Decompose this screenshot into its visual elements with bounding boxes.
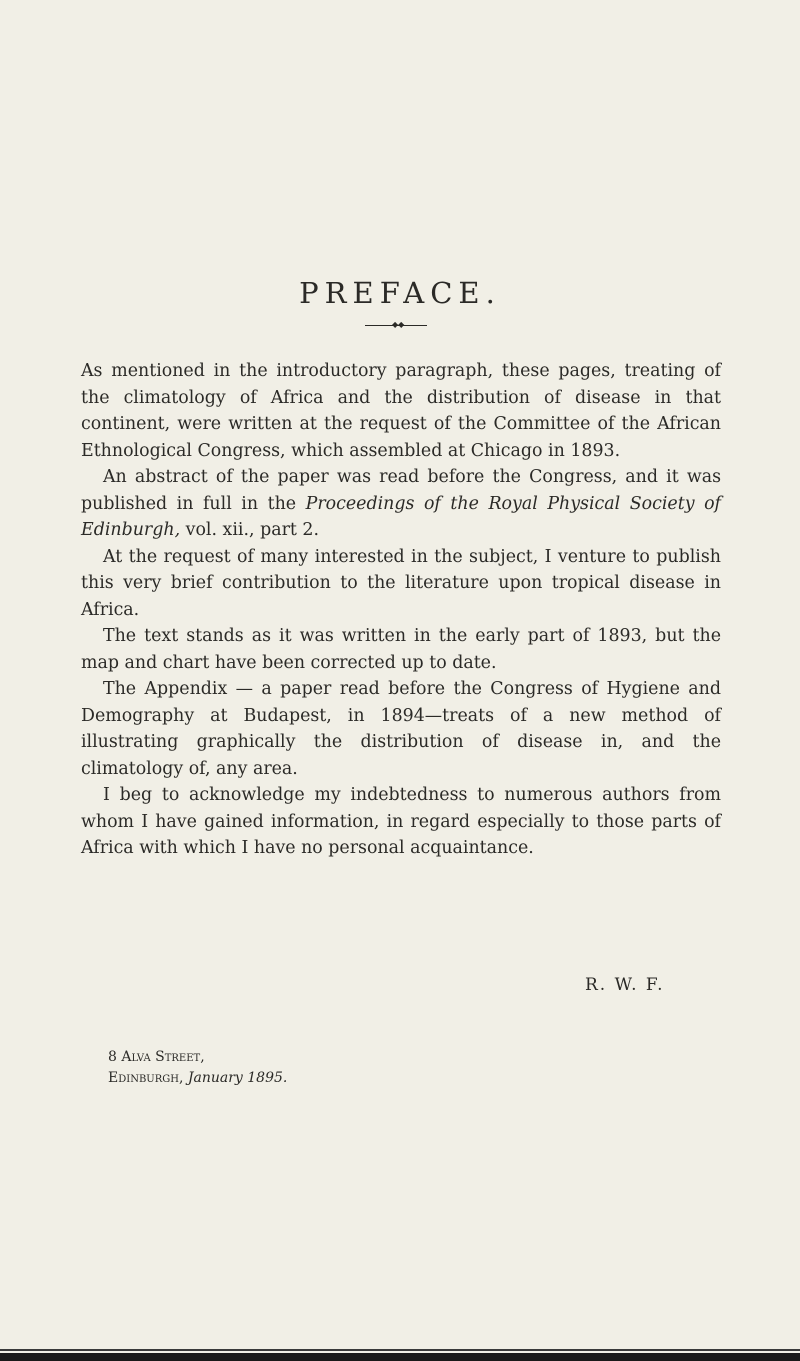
address-street: 8 Alva Street,	[108, 1049, 205, 1065]
paragraph-2-text-after: vol. xii., part 2.	[180, 520, 319, 540]
page-edge-shadow	[0, 1353, 800, 1361]
paragraph-4: The text stands as it was written in the early part of 1893, but the map and chart have been corrected up to date.	[81, 626, 721, 673]
divider-ornament: ◆◆	[392, 320, 405, 329]
address-block	[108, 1047, 287, 1089]
paragraph-3: At the request of many interested in the subject, I venture to publish this very brief contribution to the literature upon tropical disease in Africa.	[81, 546, 721, 620]
paragraph-2	[81, 464, 721, 544]
paragraph-6: I beg to acknowledge my indebtedness to numerous authors from whom I have gained information, in regard especially to those parts of Africa with which I have no personal acquaintance.	[81, 785, 721, 858]
preface-body	[81, 358, 721, 862]
paragraph-5: The Appendix — a paper read before the Congress of Hygiene and Demography at Budapest, in 1894—treats of a new method of illustrating graphically the distribution of disease in, and the climatology of, any area.	[81, 679, 721, 779]
address-date: January 1895.	[187, 1070, 288, 1086]
page-edge-line	[0, 1349, 800, 1351]
paragraph-1: As mentioned in the introductory paragraph, these pages, treating of the climatology of Africa and the distribution of disease in that continent, were written at the request of the Committee of the African Ethnological Congress, which assembled at Chicago in 1893.	[81, 361, 721, 461]
paragraph-2-text-before: An abstract of the paper was read before the Congress, and it was published in full in the	[81, 467, 721, 514]
address-city-date	[108, 1068, 287, 1089]
page-title: PREFACE.	[299, 276, 501, 310]
address-city: Edinburgh,	[108, 1070, 184, 1086]
paragraph-2-journal-title: Proceedings of the Royal Physical Society of Edinburgh,	[81, 493, 721, 540]
author-initials: R. W. F.	[585, 975, 665, 995]
